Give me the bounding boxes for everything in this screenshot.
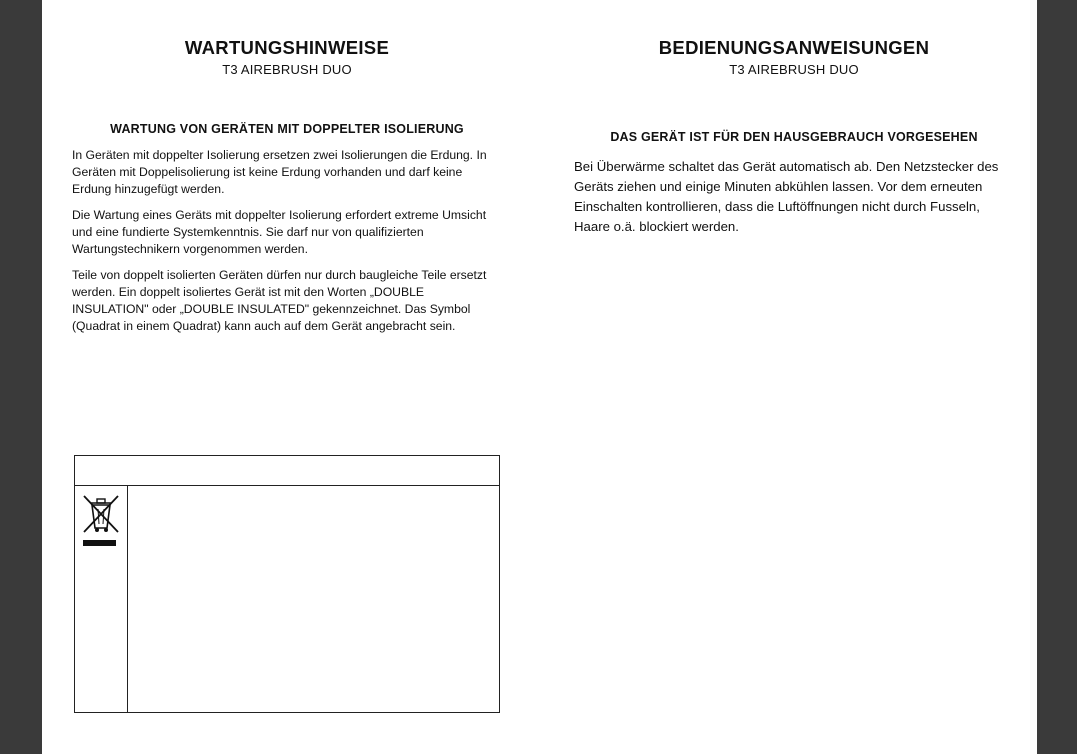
left-body-text bbox=[72, 147, 502, 344]
weee-box-body bbox=[75, 486, 499, 712]
document-page bbox=[42, 0, 1037, 754]
left-page-title: WARTUNGSHINWEISE bbox=[184, 37, 390, 58]
left-section-heading: WARTUNG VON GERÄTEN MIT DOPPELTER ISOLIERUNG bbox=[110, 122, 464, 136]
weee-icon-cell bbox=[75, 486, 128, 712]
right-section-heading: DAS GERÄT IST FÜR DEN HAUSGEBRAUCH VORGESEHEN bbox=[610, 130, 978, 144]
weee-box-header bbox=[75, 456, 499, 486]
paragraph-1: In Geräten mit doppelter Isolierung ersetzen zwei Isolierungen die Erdung. In Geräten mit Doppelisolierung ist keine Erdung vorhanden und darf keine Erdung hinzugefügt werden. bbox=[72, 148, 487, 196]
right-page-title: BEDIENUNGSANWEISUNGEN bbox=[658, 37, 930, 58]
crossed-out-wheelie-bin-icon bbox=[80, 494, 122, 554]
weee-disposal-box bbox=[74, 455, 500, 713]
right-body-text: Bei Überwärme schaltet das Gerät automatisch ab. Den Netzstecker des Geräts ziehen und einige Minuten abkühlen lassen. Vor dem erneuten Einschalten kontrollieren, dass die Luftöffnungen nicht durch Fusseln, Haare o.ä. blockiert werden. bbox=[574, 159, 999, 234]
left-page-subtitle: T3 AIREBRUSH DUO bbox=[222, 62, 352, 77]
paragraph-3: Teile von doppelt isolierten Geräten dürfen nur durch baugleiche Teile ersetzt werden. Ein doppelt isoliertes Gerät ist mit den Worten „DOUBLE INSULATION" oder „DOUBLE INSULATED" gekennzeichnet. Das Symbol (Quadrat in einem Quadrat) kann auch auf dem Gerät angebracht sein. bbox=[72, 268, 487, 333]
right-page-subtitle: T3 AIREBRUSH DUO bbox=[729, 62, 859, 77]
paragraph-2: Die Wartung eines Geräts mit doppelter Isolierung erfordert extreme Umsicht und eine fundierte Systemkenntnis. Sie darf nur von qualifizierten Wartungstechnikern vorgenommen werden. bbox=[72, 208, 487, 256]
